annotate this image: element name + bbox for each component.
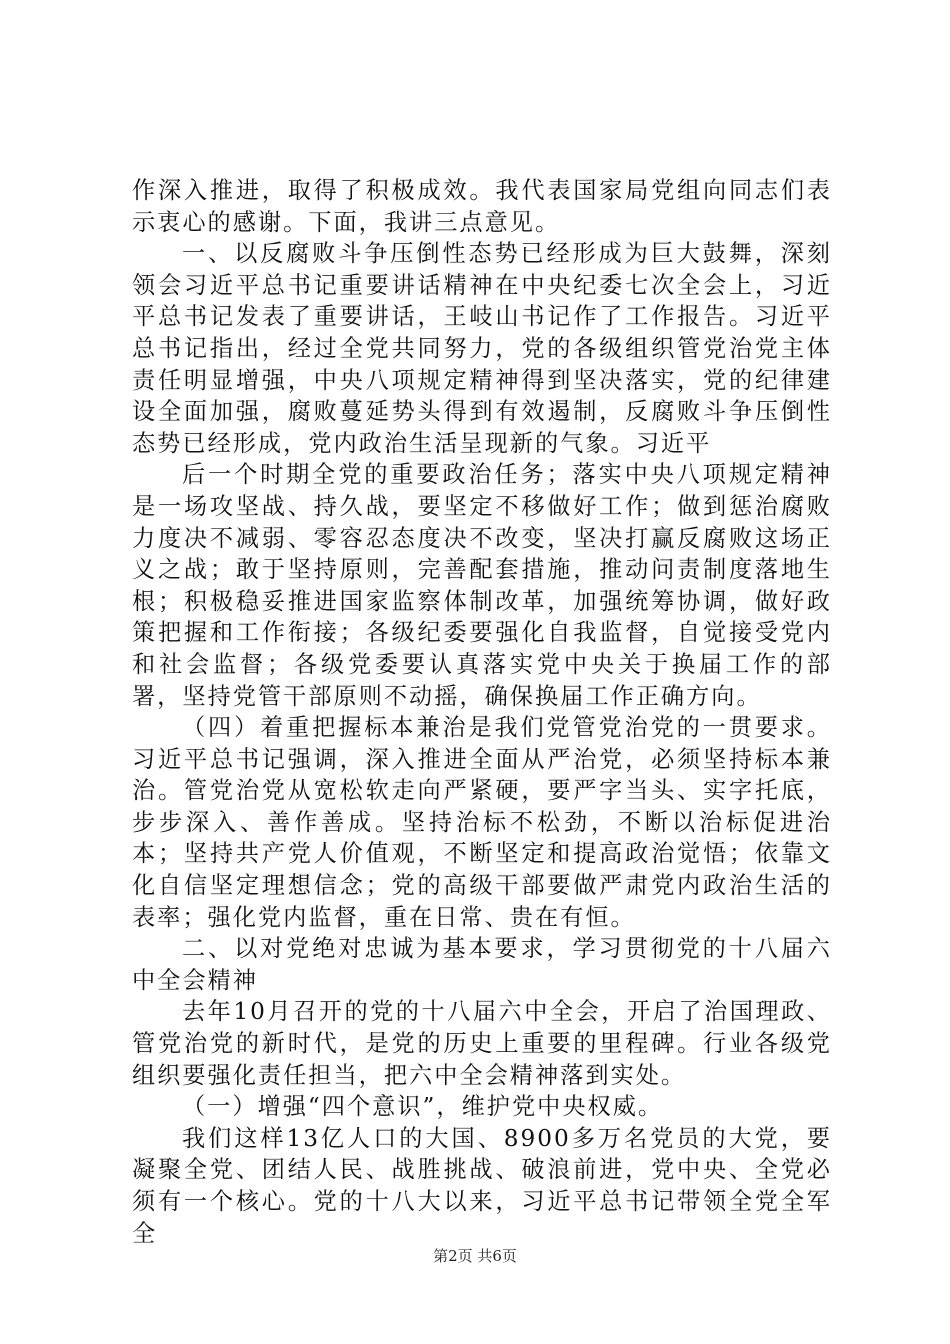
paragraph-point-four: （四）着重把握标本兼治是我们党管党治党的一贯要求。习近平总书记强调，深入推进全面从严治党，必须坚持标本兼治。管党治党从宽松软走向严紧硬，要严字当头、实字托底，步步深入、善作善成。坚持治标不松劲，不断以治标促进治本；坚持共产党人价值观，不断坚定和提高政治觉悟；依靠文化自信坚定理想信念；党的高级干部要做严肃党内政治生活的表率；强化党内监督，重在日常、贵在有恒。 bbox=[132, 714, 832, 931]
paragraph-plenum: 去年10月召开的党的十八届六中全会，开启了治国理政、管党治党的新时代，是党的历史上重要的里程碑。行业各级党组织要强化责任担当，把六中全会精神落到实处。 bbox=[132, 998, 832, 1089]
paragraph-continuation: 作深入推进，取得了积极成效。我代表国家局党组向同志们表示衷心的感谢。下面，我讲三点意见。 bbox=[132, 177, 832, 236]
subheading-point-one: （一）增强“四个意识”，维护党中央权威。 bbox=[182, 1093, 664, 1121]
paragraph-core: 我们这样13亿人口的大国、8900多万名党员的大党，要凝聚全党、团结人民、战胜挑战、破浪前进，党中央、全党必须有一个核心。党的十八大以来，习近平总书记带领全党全军全 bbox=[132, 1124, 832, 1247]
paragraph-tasks: 后一个时期全党的重要政治任务；落实中央八项规定精神是一场攻坚战、持久战，要坚定不移做好工作；做到惩治腐败力度决不减弱、零容忍态度决不改变，坚决打赢反腐败这场正义之战；敢于坚持原则，完善配套措施，推动问责制度落地生根；积极稳妥推进国家监察体制改革，加强统筹协调，做好政策把握和工作衔接；各级纪委要强化自我监督，自觉接受党内和社会监督；各级党委要认真落实党中央关于换届工作的部署，坚持党管干部原则不动摇，确保换届工作正确方向。 bbox=[132, 461, 832, 710]
document-body bbox=[132, 175, 832, 1249]
page-number-footer: 第2页 共6页 bbox=[433, 1247, 517, 1265]
paragraph-section-one: 一、以反腐败斗争压倒性态势已经形成为巨大鼓舞，深刻领会习近平总书记重要讲话精神在中央纪委七次全会上，习近平总书记发表了重要讲话，王岐山书记作了工作报告。习近平总书记指出，经过全党共同努力，党的各级组织管党治党主体责任明显增强，中央八项规定精神得到坚决落实，党的纪律建设全面加强，腐败蔓延势头得到有效遏制，反腐败斗争压倒性态势已经形成，党内政治生活呈现新的气象。习近平 bbox=[132, 240, 832, 457]
section-heading-two: 二、以对党绝对忠诚为基本要求，学习贯彻党的十八届六中全会精神 bbox=[132, 935, 832, 994]
